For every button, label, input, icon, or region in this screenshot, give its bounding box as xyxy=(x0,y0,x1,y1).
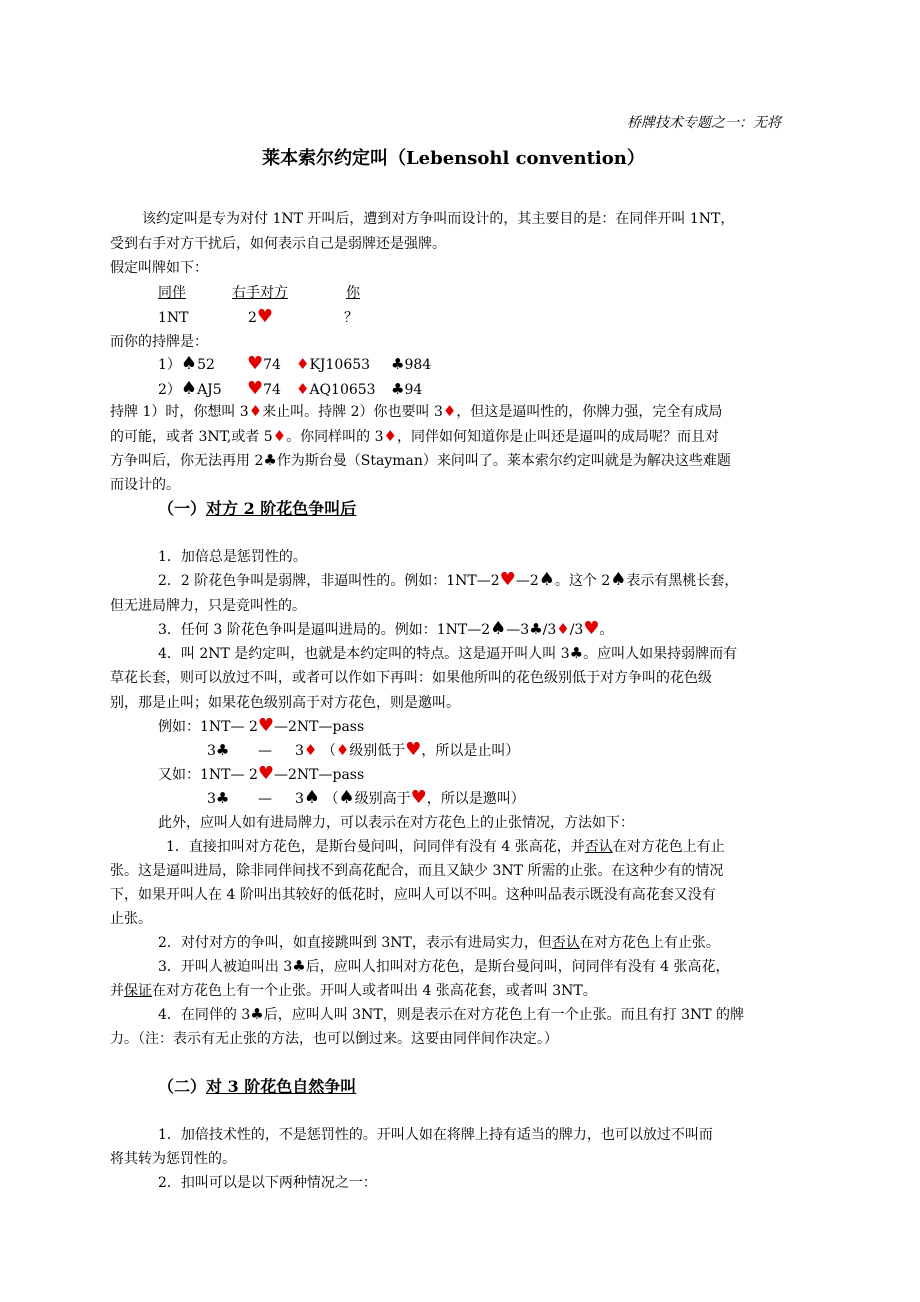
text: 2．对付对方的争叫，如直接跳叫到 3NT，表示有进局实力，但 xyxy=(158,935,552,951)
heart-icon: ♥ xyxy=(256,306,274,327)
text: 并 xyxy=(110,983,124,999)
hand-1-hearts-group xyxy=(247,353,281,374)
example-1-line-2a xyxy=(207,742,229,760)
stopper-item-1 xyxy=(166,838,725,856)
bid-you: ？ xyxy=(344,310,358,326)
text: 3 xyxy=(295,791,304,807)
para2-line-4: 而设计的。 xyxy=(110,477,180,493)
section-2-title: 对 3 阶花色自然争叫 xyxy=(206,1077,357,1096)
text: 否认 xyxy=(551,935,580,951)
text: （ xyxy=(324,791,339,807)
intro-line-2: 受到右手对方干扰后，如何表示自己是弱牌还是强牌。 xyxy=(110,236,446,252)
spade-icon: ♠ xyxy=(180,353,198,374)
spade-icon: ♠ xyxy=(610,569,627,590)
hand-1-diamonds: KJ10653 xyxy=(309,357,371,373)
diamond-icon: ♦ xyxy=(248,402,263,420)
text: 持牌 1）时，你想叫 3 xyxy=(110,404,249,420)
text: 3 xyxy=(295,743,304,759)
heart-icon: ♥ xyxy=(247,378,264,399)
s1-item-3 xyxy=(158,618,614,639)
club-icon: ♣ xyxy=(215,741,230,759)
section-2-heading xyxy=(158,1077,356,1097)
club-icon: ♣ xyxy=(569,644,584,662)
club-icon: ♣ xyxy=(250,1005,264,1023)
diamond-icon: ♦ xyxy=(556,620,570,638)
example-2-dash: — xyxy=(258,791,272,807)
hand-1-clubs-group xyxy=(391,356,431,374)
s1-item-2 xyxy=(158,569,739,590)
heart-icon: ♥ xyxy=(247,353,264,374)
heart-icon: ♥ xyxy=(410,787,427,808)
s1-item-4 xyxy=(158,645,737,663)
text: 4．叫 2NT 是约定叫，也就是本约定叫的特点。这是逼开叫人叫 3 xyxy=(158,646,570,662)
diamond-icon: ♦ xyxy=(303,741,318,759)
text: 。应叫人如果持弱牌而有 xyxy=(583,646,738,662)
heart-icon: ♥ xyxy=(405,739,422,760)
hand-1-label: 1） xyxy=(158,357,181,373)
text: ，同伴如何知道你是止叫还是逼叫的成局呢？而且对 xyxy=(396,429,719,445)
spade-icon: ♠ xyxy=(490,618,507,639)
stopper-item-4 xyxy=(158,1006,744,1024)
hand-1-diamonds-group xyxy=(296,356,370,374)
s2-item-1: 1．加倍技术性的，不是惩罚性的。开叫人如在将牌上持有适当的牌力，也可以放过不叫而 xyxy=(158,1127,713,1143)
heart-icon: ♥ xyxy=(583,618,600,639)
text: 在对方花色上有一个止张。开叫人或者叫出 4 张高花套，或者叫 3NT。 xyxy=(152,983,597,999)
text: 4．在同伴的 3 xyxy=(158,1007,251,1023)
text: —2NT—pass xyxy=(274,719,365,735)
text: 。你同样叫的 3 xyxy=(286,429,384,445)
stopper-item-3 xyxy=(158,958,730,976)
club-icon: ♣ xyxy=(215,789,230,807)
intro-line-1: 该约定叫是专为对付 1NT 开叫后，遭到对方争叫而设计的，其主要目的是：在同伴开叫 1NT， xyxy=(142,211,735,227)
text: 在对方花色上有止 xyxy=(612,839,725,855)
text: 。这个 2 xyxy=(554,573,611,589)
text: 方争叫后，你无法再用 2 xyxy=(110,453,264,469)
text: ，所以是邀叫） xyxy=(426,791,525,807)
text: 的可能，或者 3NT,或者 5 xyxy=(110,429,273,445)
para2-line-2 xyxy=(110,428,719,446)
text: （ xyxy=(321,743,336,759)
text: 3．任何 3 阶花色争叫是逼叫进局的。例如：1NT—2 xyxy=(158,622,491,638)
spade-icon: ♠ xyxy=(538,569,555,590)
bid-rho-text: 2 xyxy=(248,310,257,326)
text: 后，应叫人扣叫对方花色，是斯台曼问叫，问同伴有没有 4 张高花， xyxy=(305,959,730,975)
text: 在对方花色上有止张。 xyxy=(579,935,720,951)
hand-2 xyxy=(158,378,222,399)
text: 后，应叫人叫 3NT，则是表示在对方花色上有一个止张。而且有打 3NT 的牌 xyxy=(263,1007,745,1023)
page-title: 莱本索尔约定叫（Lebensohl convention） xyxy=(262,148,645,169)
text: 3．开叫人被迫叫出 3 xyxy=(158,959,293,975)
club-icon: ♣ xyxy=(391,355,405,373)
hand-2-hearts: 74 xyxy=(263,382,281,398)
club-icon: ♣ xyxy=(529,620,543,638)
s2-item-2: 2．扣叫可以是以下两种情况之一： xyxy=(158,1175,377,1191)
diamond-icon: ♦ xyxy=(296,355,310,373)
text: 级别低于 xyxy=(349,743,406,759)
text: 1．直接扣叫对方花色，是斯台曼问叫，问同伴有没有 4 张高花，并 xyxy=(166,839,585,855)
text: 3 xyxy=(207,791,216,807)
hand-2-hearts-group xyxy=(247,378,281,399)
text: 保证 xyxy=(124,983,152,999)
hand-intro: 而你的持牌是： xyxy=(110,334,208,350)
text: 作为斯台曼（Stayman）来问叫了。莱本索尔约定叫就是为解决这些难题 xyxy=(276,453,731,469)
bid-col-rho: 右手对方 xyxy=(232,285,288,301)
section-1-prefix: （一） xyxy=(158,499,207,518)
bid-rho xyxy=(248,306,274,327)
stopper-item-1-line-4: 止张。 xyxy=(110,911,152,927)
section-1-title: 对方 2 阶花色争叫后 xyxy=(206,499,357,518)
para2-line-1 xyxy=(110,403,722,421)
s1-item-1: 1．加倍总是惩罚性的。 xyxy=(158,549,307,565)
section-2-prefix: （二） xyxy=(158,1077,207,1096)
para2-line-3 xyxy=(110,452,731,470)
heart-icon: ♥ xyxy=(257,763,274,784)
hand-1-hearts: 74 xyxy=(263,357,281,373)
stopper-item-4-line-2: 力。（注：表示有无止张的方法，也可以倒过来。这要由同伴间作决定。） xyxy=(110,1031,558,1047)
hand-2-diamonds-group xyxy=(296,381,376,399)
heart-icon: ♥ xyxy=(257,715,274,736)
hand-1 xyxy=(158,353,215,374)
diamond-icon: ♦ xyxy=(442,402,457,420)
also-line: 此外，应叫人如有进局牌力，可以表示在对方花色上的止张情况，方法如下： xyxy=(158,815,634,831)
text: 。 xyxy=(599,622,614,638)
hand-1-spades: 52 xyxy=(197,357,215,373)
spade-icon: ♠ xyxy=(338,787,355,808)
text: 例如：1NT— 2 xyxy=(158,719,258,735)
diamond-icon: ♦ xyxy=(383,427,397,445)
series-header: 桥牌技术专题之一：无将 xyxy=(627,115,781,131)
example-1-line-2b xyxy=(295,739,520,760)
spade-icon: ♠ xyxy=(180,378,198,399)
spade-icon: ♠ xyxy=(303,787,321,808)
section-1-heading xyxy=(158,499,356,519)
text: ，所以是止叫） xyxy=(421,743,520,759)
text: —2NT—pass xyxy=(274,767,365,783)
example-1-line-1 xyxy=(158,715,365,736)
example-1-dash: — xyxy=(258,743,272,759)
stopper-item-1-line-3: 下，如果开叫人在 4 阶叫出其较好的低花时，应叫人可以不叫。这种叫品表示既没有高花套又没有 xyxy=(110,887,716,903)
text: 表示有黑桃长套， xyxy=(626,573,739,589)
bid-col-you: 你 xyxy=(346,285,360,301)
text: 级别高于 xyxy=(354,791,411,807)
hand-1-clubs: 984 xyxy=(404,357,432,373)
hand-2-clubs-group xyxy=(391,381,422,399)
hand-2-clubs: 94 xyxy=(404,382,423,398)
text: 3 xyxy=(207,743,216,759)
hand-2-spades: AJ5 xyxy=(197,382,222,398)
club-icon: ♣ xyxy=(391,380,405,398)
stopper-item-2 xyxy=(158,934,720,952)
s1-item-4-line-2: 草花长套，则可以放过不叫，或者可以作如下再叫：如果他所叫的花色级别低于对方争叫的花色级 xyxy=(110,670,712,686)
text: 来止叫。持牌 2）你也要叫 3 xyxy=(262,404,443,420)
assume-line: 假定叫牌如下： xyxy=(110,260,208,276)
hand-2-diamonds: AQ10653 xyxy=(309,382,376,398)
text: /3 xyxy=(569,622,584,638)
text: 又如：1NT— 2 xyxy=(158,767,258,783)
text: —3 xyxy=(506,622,530,638)
club-icon: ♣ xyxy=(292,957,306,975)
text: —2 xyxy=(515,573,539,589)
stopper-item-3-line-2 xyxy=(110,982,597,1000)
diamond-icon: ♦ xyxy=(296,380,310,398)
text: ，但这是逼叫性的，你牌力强，完全有成局 xyxy=(456,404,723,420)
stopper-item-1-line-2: 张。这是逼叫进局，除非同伴间找不到高花配合，而且又缺少 3NT 所需的止张。在这种少有的情况 xyxy=(110,863,724,879)
bid-partner: 1NT xyxy=(158,310,189,326)
diamond-icon: ♦ xyxy=(272,427,287,445)
hand-2-label: 2） xyxy=(158,382,181,398)
diamond-icon: ♦ xyxy=(335,741,350,759)
s1-item-2-line-2: 但无进局牌力，只是竞叫性的。 xyxy=(110,598,306,614)
text: 2．2 阶花色争叫是弱牌，非逼叫性的。例如：1NT—2 xyxy=(158,573,500,589)
s1-item-4-line-3: 别，那是止叫；如果花色级别高于对方花色，则是邀叫。 xyxy=(110,695,460,711)
example-2-line-1 xyxy=(158,763,365,784)
example-2-line-2b xyxy=(295,787,525,808)
example-2-line-2a xyxy=(207,790,229,808)
heart-icon: ♥ xyxy=(499,569,516,590)
club-icon: ♣ xyxy=(263,451,277,469)
bid-col-partner: 同伴 xyxy=(158,285,186,301)
s2-item-1-line-2: 将其转为惩罚性的。 xyxy=(110,1151,236,1167)
text: 否认 xyxy=(584,839,613,855)
text: /3 xyxy=(542,622,557,638)
